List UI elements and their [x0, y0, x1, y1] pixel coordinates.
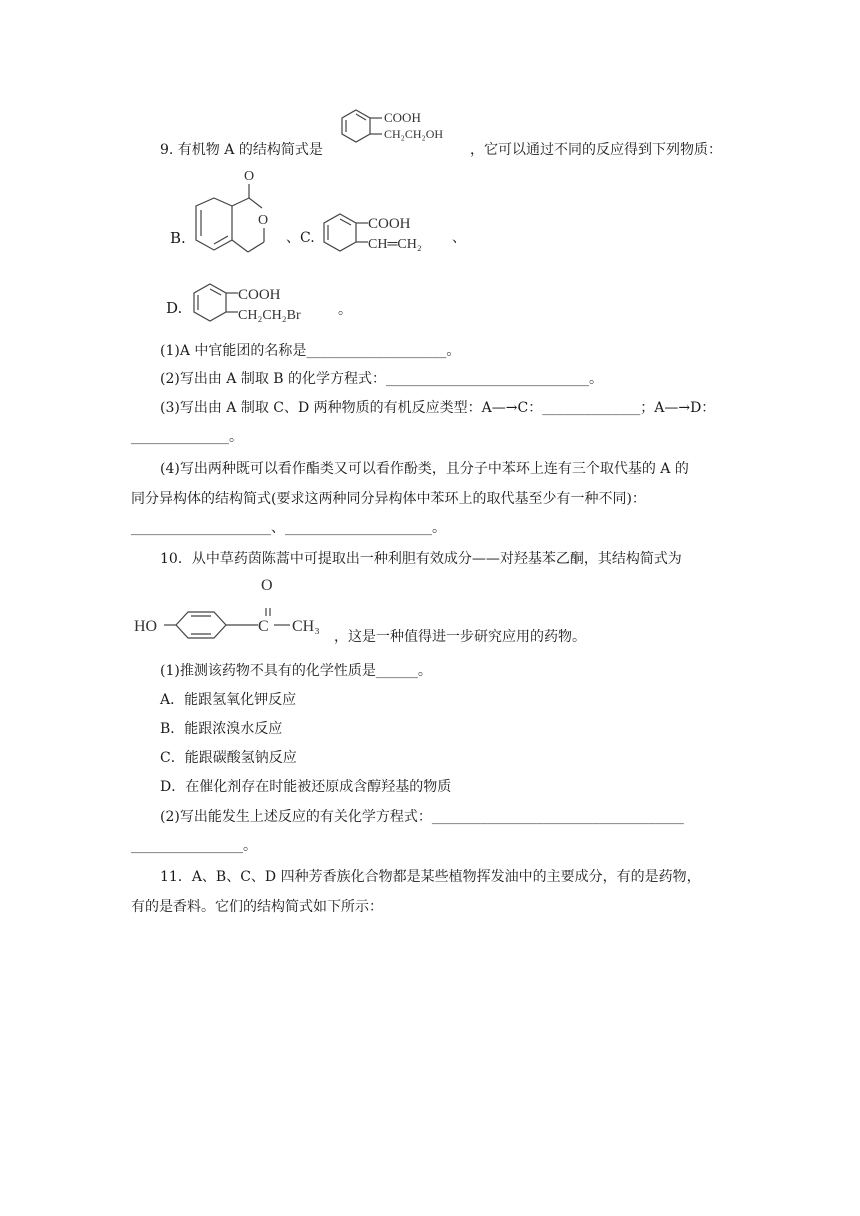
q9-sub1: (1)A 中官能团的名称是____________________。	[160, 343, 461, 359]
structure-b-carbonyl-o: O	[244, 169, 255, 184]
q9-end-mark: 。	[338, 302, 352, 318]
q10-intro: 10．从中草药茵陈蒿中可提取出一种利胆有效成分——对羟基苯乙酮，其结构简式为	[160, 551, 682, 567]
structure-d-chain: CH₂CH₂Br	[238, 308, 301, 323]
structure-d-cooh: COOH	[238, 287, 281, 303]
q9-d-label: D.	[166, 299, 183, 317]
q9-b-label: B.	[170, 229, 186, 247]
q10-struct-suffix: ，这是一种值得进一步研究应用的药物。	[334, 629, 586, 645]
structure-10-ch3: CH₃	[292, 618, 320, 635]
structure-10-ho: HO	[134, 618, 158, 635]
q10-option-d: D．在催化剂存在时能被还原成含醇羟基的物质	[160, 779, 452, 795]
q9-sub4-line1: (4)写出两种既可以看作酯类又可以看作酚类，且分子中苯环上连有三个取代基的 A 的	[160, 461, 689, 477]
q9-sub3-line2: ______________。	[131, 429, 243, 445]
structure-d-image	[186, 278, 336, 332]
q9-sub4-line2: 同分异构体的结构简式(要求这两种同分异构体中苯环上的取代基至少有一种不同)：	[131, 491, 646, 507]
q9-sep-bc: 、C.	[286, 230, 315, 246]
structure-b-image	[192, 164, 292, 264]
q9-intro-suffix: ，它可以通过不同的反应得到下列物质：	[470, 142, 722, 158]
structure-10-c: C	[258, 618, 269, 635]
q10-sub2-line1: (2)写出能发生上述反应的有关化学方程式：____________________________________	[160, 809, 684, 825]
q11-line1: 11．A、B、C、D 四种芳香族化合物都是某些植物挥发油中的主要成分，有的是药物，	[160, 869, 701, 885]
structure-c-image	[316, 208, 446, 260]
q9-intro-prefix: 9. 有机物 A 的结构简式是	[160, 142, 323, 158]
q9-sub2: (2)写出由 A 制取 B 的化学方程式：_____________________________。	[160, 371, 604, 387]
q10-sub2-line2: ________________。	[131, 838, 257, 854]
q9-sub4-line3: ____________________、_____________________。	[131, 520, 446, 536]
structure-c-vinyl: CH═CH₂	[368, 237, 422, 252]
q9-sep-after-c: 、	[452, 230, 466, 246]
q10-option-b: B．能跟浓溴水反应	[160, 721, 283, 737]
structure-10-o: O	[261, 577, 273, 594]
structure-c-cooh: COOH	[368, 216, 411, 232]
q10-option-a: A．能跟氢氧化钾反应	[160, 692, 297, 708]
structure-a-image	[334, 104, 474, 150]
q10-sub1: (1)推测该药物不具有的化学性质是______。	[160, 663, 432, 679]
q11-line2: 有的是香料。它们的结构简式如下所示：	[131, 899, 383, 915]
structure-a-cooh: COOH	[384, 110, 421, 125]
structure-b-ring-o: O	[258, 213, 269, 228]
structure-10-image	[134, 572, 334, 642]
q10-option-c: C．能跟碳酸氢钠反应	[160, 750, 297, 766]
structure-a-chain: CH₂CH₂OH	[384, 127, 444, 141]
q9-sub3-line1: (3)写出由 A 制取 C、D 两种物质的有机反应类型：A—→C：______________；A—→D：	[160, 400, 716, 416]
